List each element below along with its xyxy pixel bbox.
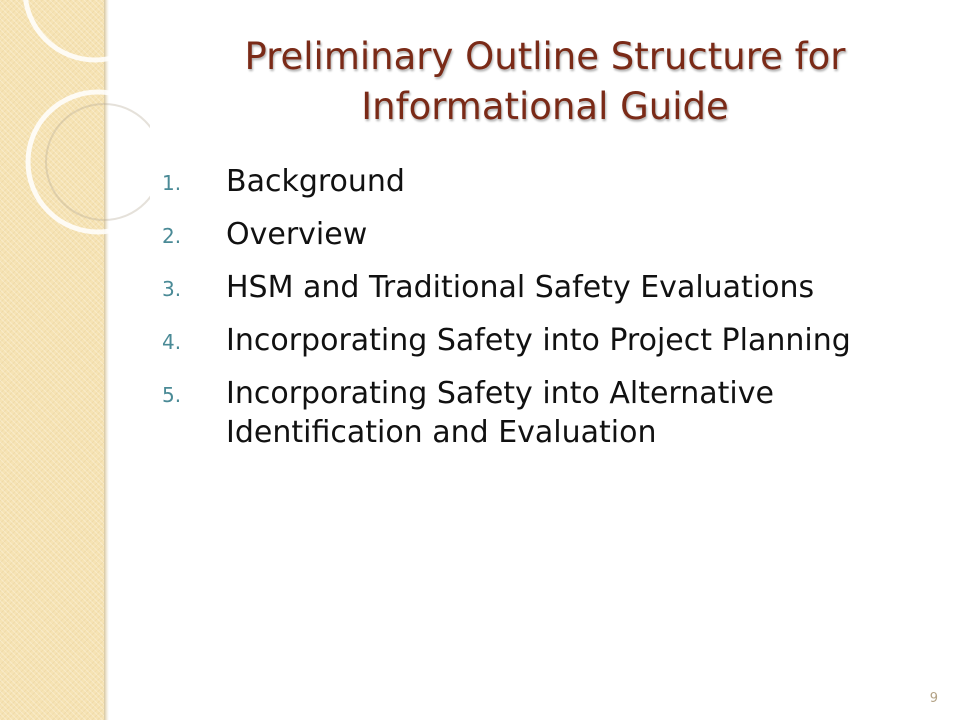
outline-item-text: Overview [226, 217, 368, 252]
outline-item-text: Background [226, 164, 405, 199]
outline-item-number: 3. [162, 277, 182, 301]
outline-item-text: HSM and Traditional Safety Evaluations [226, 270, 815, 305]
outline-item [162, 321, 922, 360]
outline-item-number: 4. [162, 330, 182, 354]
page-number: 9 [929, 691, 938, 706]
outline-item-text: Incorporating Safety into Alternative Identification and Evaluation [226, 376, 774, 450]
outline-item [162, 215, 922, 254]
outline-item-text: Incorporating Safety into Project Planning [226, 323, 851, 358]
outline-item [162, 162, 922, 201]
outline-item-number: 1. [162, 171, 182, 195]
outline-item-number: 2. [162, 224, 182, 248]
outline-item [162, 374, 922, 452]
outline-item-number: 5. [162, 383, 182, 407]
slide-title: Preliminary Outline Structure for Informational Guide [244, 35, 846, 128]
outline-item [162, 268, 922, 307]
decorative-rings [0, 0, 150, 240]
outline-list [162, 162, 922, 466]
